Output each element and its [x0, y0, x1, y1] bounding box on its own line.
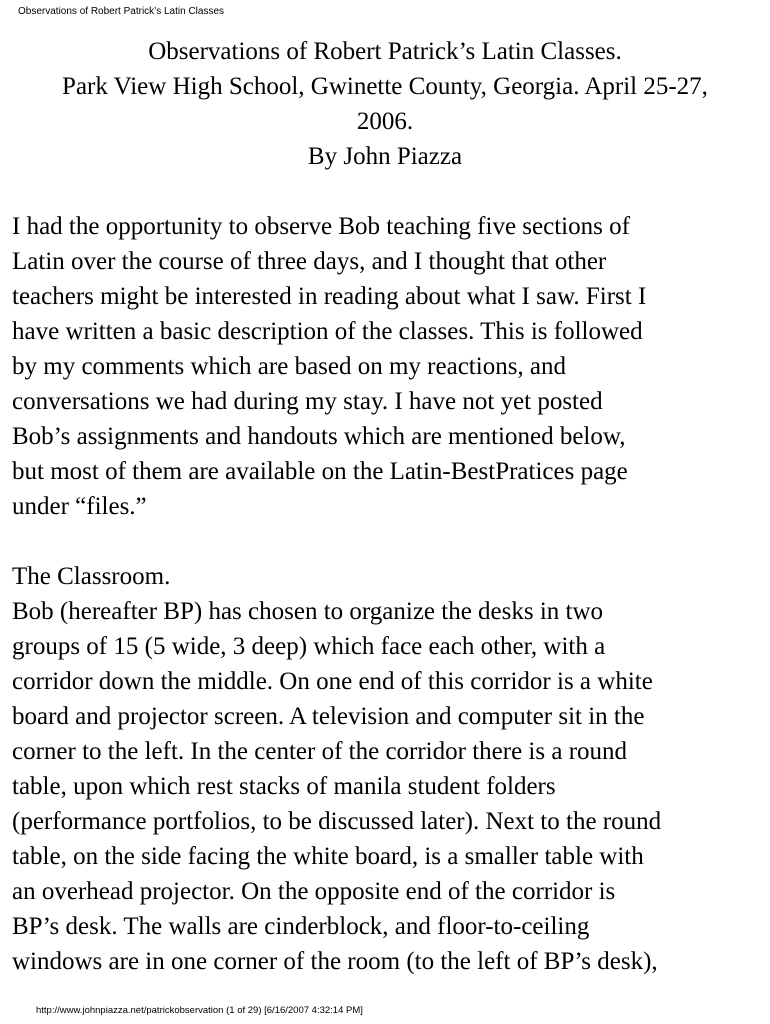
paragraph-line: conversations we had during my stay. I have not yet posted: [12, 388, 603, 415]
paragraph-line: Latin over the course of three days, and I thought that other: [12, 248, 607, 275]
title-block: [12, 34, 758, 174]
paragraph-line: have written a basic description of the classes. This is followed: [12, 318, 643, 345]
paragraph-line: corridor down the middle. On one end of this corridor is a white: [12, 668, 653, 695]
paragraph-line: under “files.”: [12, 493, 147, 520]
paragraph-line: groups of 15 (5 wide, 3 deep) which face each other, with a: [12, 633, 606, 660]
classroom-section: [12, 559, 758, 979]
paragraph-line: table, on the side facing the white board, is a smaller table with: [12, 843, 644, 870]
paragraph-line: I had the opportunity to observe Bob teaching five sections of: [12, 213, 630, 240]
paragraph-line: teachers might be interested in reading about what I saw. First I: [12, 283, 647, 310]
paragraph-line: Bob (hereafter BP) has chosen to organize the desks in two: [12, 598, 604, 625]
document-body: [12, 34, 758, 979]
paragraph-line: board and projector screen. A television and computer sit in the: [12, 703, 645, 730]
section-heading: The Classroom.: [12, 563, 171, 590]
title-line: 2006.: [356, 108, 414, 135]
title-line: Observations of Robert Patrick’s Latin Classes.: [148, 38, 622, 65]
paragraph-line: (performance portfolios, to be discussed later). Next to the round: [12, 808, 662, 835]
paragraph-line: an overhead projector. On the opposite end of the corridor is: [12, 878, 616, 905]
paragraph-line: BP’s desk. The walls are cinderblock, and floor-to-ceiling: [12, 913, 590, 940]
page-footer: http://www.johnpiazza.net/patrickobservation (1 of 29) [6/16/2007 4:32:14 PM]: [36, 1005, 363, 1016]
title-line: Park View High School, Gwinette County, Georgia. April 25-27,: [62, 73, 708, 100]
intro-paragraph: [12, 209, 758, 524]
paragraph-line: table, upon which rest stacks of manila student folders: [12, 773, 556, 800]
paragraph-line: but most of them are available on the Latin-BestPratices page: [12, 458, 628, 485]
paragraph-line: Bob’s assignments and handouts which are mentioned below,: [12, 423, 626, 450]
paragraph-line: by my comments which are based on my reactions, and: [12, 353, 567, 380]
paragraph-line: windows are in one corner of the room (to the left of BP’s desk),: [12, 948, 658, 975]
page-header: Observations of Robert Patrick’s Latin Classes: [18, 6, 225, 17]
paragraph-line: corner to the left. In the center of the corridor there is a round: [12, 738, 628, 765]
author-line: By John Piazza: [307, 143, 463, 170]
